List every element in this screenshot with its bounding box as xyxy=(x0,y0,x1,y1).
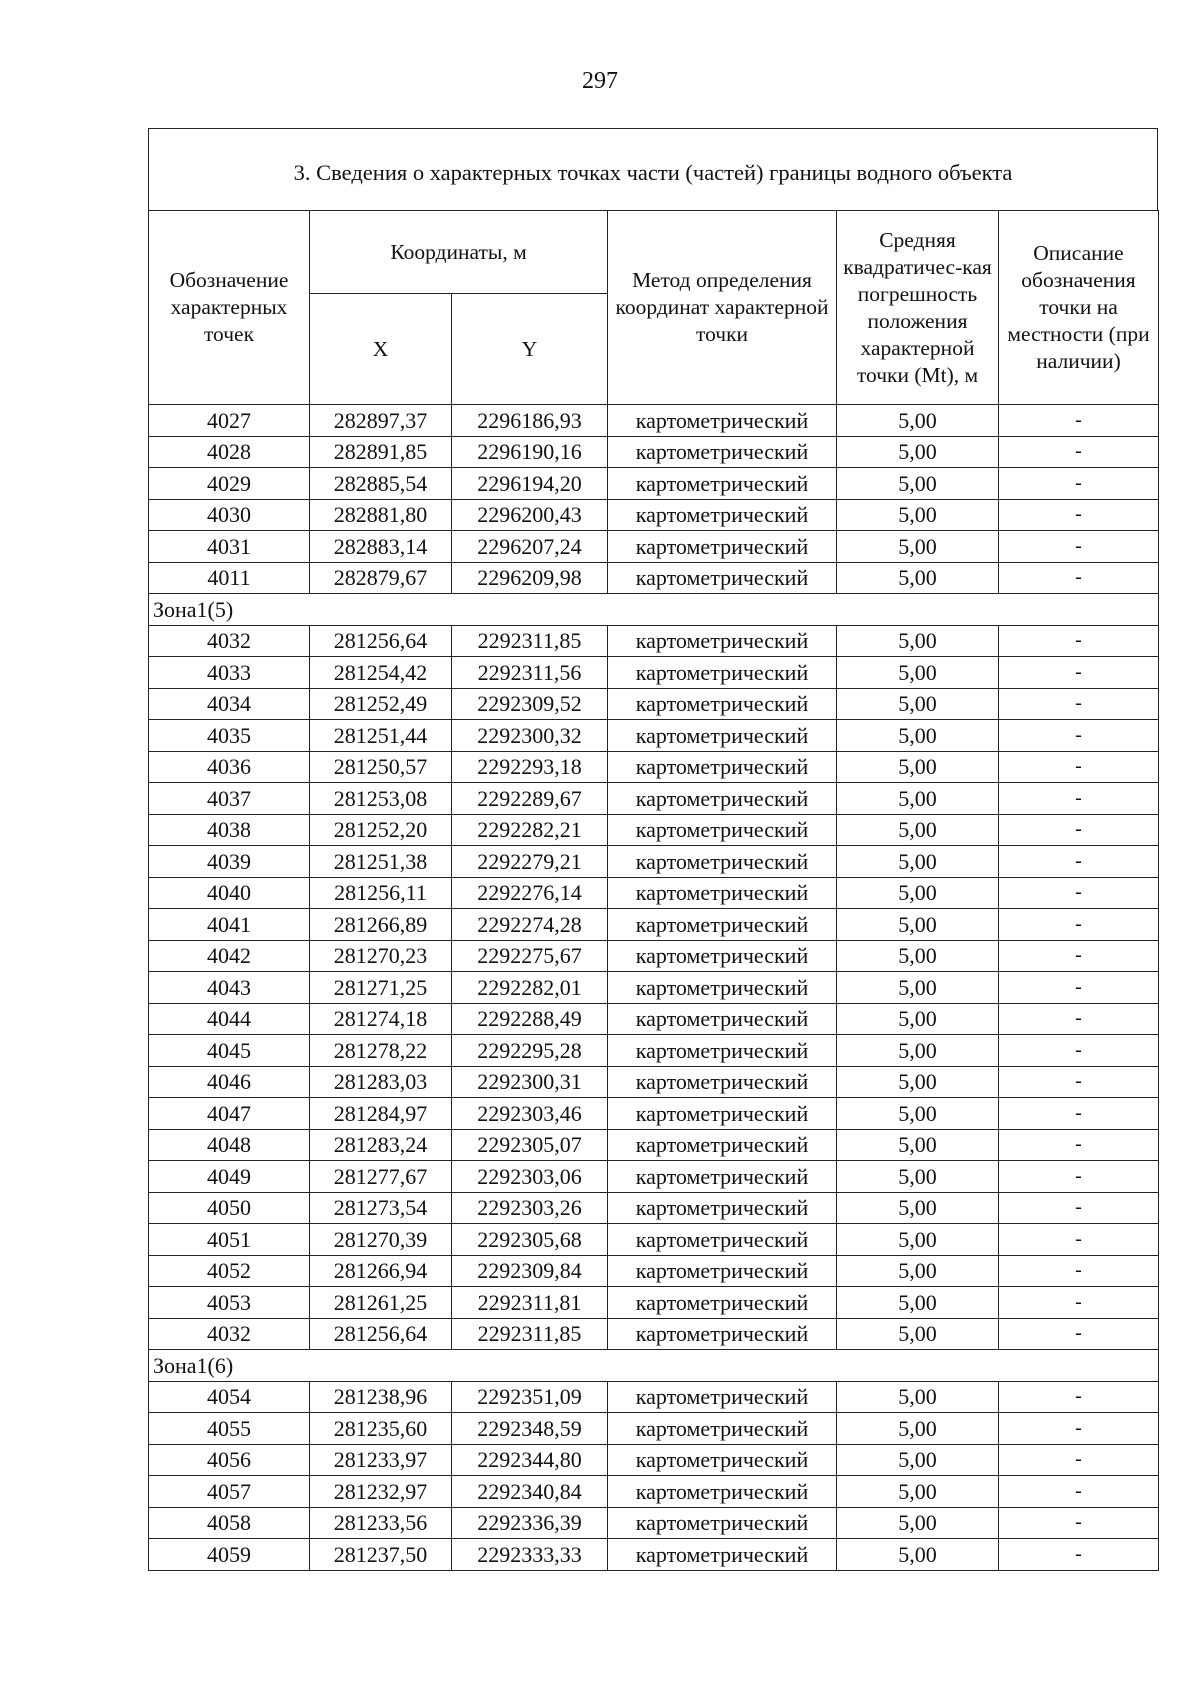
y-coordinate-cell: 2296186,93 xyxy=(452,405,608,437)
error-cell: 5,00 xyxy=(837,625,999,657)
table-row xyxy=(149,1413,1159,1445)
point-id-cell: 4050 xyxy=(149,1192,310,1224)
error-cell: 5,00 xyxy=(837,1224,999,1256)
y-coordinate-cell: 2292340,84 xyxy=(452,1476,608,1508)
method-cell: картометрический xyxy=(608,1413,837,1445)
method-cell: картометрический xyxy=(608,1476,837,1508)
x-coordinate-cell: 282883,14 xyxy=(310,531,452,563)
error-cell: 5,00 xyxy=(837,751,999,783)
table-row xyxy=(149,909,1159,941)
description-cell: - xyxy=(999,531,1159,563)
method-cell: картометрический xyxy=(608,1192,837,1224)
method-cell: картометрический xyxy=(608,814,837,846)
x-coordinate-cell: 281251,44 xyxy=(310,720,452,752)
point-id-cell: 4032 xyxy=(149,1318,310,1350)
description-cell: - xyxy=(999,846,1159,878)
y-coordinate-cell: 2292276,14 xyxy=(452,877,608,909)
method-cell: картометрический xyxy=(608,1539,837,1571)
header-x: X xyxy=(310,294,452,405)
x-coordinate-cell: 281237,50 xyxy=(310,1539,452,1571)
method-cell: картометрический xyxy=(608,468,837,500)
error-cell: 5,00 xyxy=(837,688,999,720)
method-cell: картометрический xyxy=(608,1224,837,1256)
point-id-cell: 4033 xyxy=(149,657,310,689)
description-cell: - xyxy=(999,1539,1159,1571)
error-cell: 5,00 xyxy=(837,1476,999,1508)
y-coordinate-cell: 2292300,32 xyxy=(452,720,608,752)
point-id-cell: 4030 xyxy=(149,499,310,531)
point-id-cell: 4039 xyxy=(149,846,310,878)
page-number: 297 xyxy=(582,68,618,94)
method-cell: картометрический xyxy=(608,940,837,972)
x-coordinate-cell: 281252,20 xyxy=(310,814,452,846)
description-cell: - xyxy=(999,1318,1159,1350)
point-id-cell: 4058 xyxy=(149,1507,310,1539)
table-row xyxy=(149,1098,1159,1130)
x-coordinate-cell: 281235,60 xyxy=(310,1413,452,1445)
description-cell: - xyxy=(999,1476,1159,1508)
table-row xyxy=(149,1066,1159,1098)
method-cell: картометрический xyxy=(608,1066,837,1098)
error-cell: 5,00 xyxy=(837,1287,999,1319)
method-cell: картометрический xyxy=(608,783,837,815)
table-row xyxy=(149,814,1159,846)
table-row xyxy=(149,720,1159,752)
description-cell: - xyxy=(999,1129,1159,1161)
point-id-cell: 4041 xyxy=(149,909,310,941)
point-id-cell: 4048 xyxy=(149,1129,310,1161)
y-coordinate-cell: 2296207,24 xyxy=(452,531,608,563)
table-row xyxy=(149,405,1159,437)
point-id-cell: 4046 xyxy=(149,1066,310,1098)
description-cell: - xyxy=(999,657,1159,689)
y-coordinate-cell: 2292282,21 xyxy=(452,814,608,846)
x-coordinate-cell: 281271,25 xyxy=(310,972,452,1004)
header-method: Метод определения координат характерной точки xyxy=(608,211,837,405)
error-cell: 5,00 xyxy=(837,972,999,1004)
y-coordinate-cell: 2292279,21 xyxy=(452,846,608,878)
header-y: Y xyxy=(452,294,608,405)
method-cell: картометрический xyxy=(608,720,837,752)
header-description: Описание обозначения точки на местности (при наличии) xyxy=(999,211,1159,405)
table-row xyxy=(149,562,1159,594)
x-coordinate-cell: 281284,97 xyxy=(310,1098,452,1130)
table-row xyxy=(149,436,1159,468)
y-coordinate-cell: 2296194,20 xyxy=(452,468,608,500)
error-cell: 5,00 xyxy=(837,1539,999,1571)
description-cell: - xyxy=(999,468,1159,500)
method-cell: картометрический xyxy=(608,909,837,941)
x-coordinate-cell: 282897,37 xyxy=(310,405,452,437)
table-row xyxy=(149,1129,1159,1161)
zone-label: Зона1(5) xyxy=(149,594,1159,626)
x-coordinate-cell: 281283,24 xyxy=(310,1129,452,1161)
point-id-cell: 4031 xyxy=(149,531,310,563)
method-cell: картометрический xyxy=(608,1129,837,1161)
point-id-cell: 4027 xyxy=(149,405,310,437)
table-row xyxy=(149,1035,1159,1067)
x-coordinate-cell: 281261,25 xyxy=(310,1287,452,1319)
x-coordinate-cell: 281256,64 xyxy=(310,625,452,657)
x-coordinate-cell: 281251,38 xyxy=(310,846,452,878)
description-cell: - xyxy=(999,1161,1159,1193)
method-cell: картометрический xyxy=(608,1444,837,1476)
table-row xyxy=(149,751,1159,783)
x-coordinate-cell: 281254,42 xyxy=(310,657,452,689)
x-coordinate-cell: 281266,89 xyxy=(310,909,452,941)
error-cell: 5,00 xyxy=(837,909,999,941)
document-sheet xyxy=(148,128,1158,1571)
error-cell: 5,00 xyxy=(837,436,999,468)
point-id-cell: 4028 xyxy=(149,436,310,468)
y-coordinate-cell: 2292311,85 xyxy=(452,625,608,657)
header-coordinates: Координаты, м xyxy=(310,211,608,294)
y-coordinate-cell: 2292282,01 xyxy=(452,972,608,1004)
point-id-cell: 4053 xyxy=(149,1287,310,1319)
y-coordinate-cell: 2292274,28 xyxy=(452,909,608,941)
error-cell: 5,00 xyxy=(837,783,999,815)
x-coordinate-cell: 281233,56 xyxy=(310,1507,452,1539)
y-coordinate-cell: 2292333,33 xyxy=(452,1539,608,1571)
y-coordinate-cell: 2292275,67 xyxy=(452,940,608,972)
x-coordinate-cell: 281256,11 xyxy=(310,877,452,909)
table-row xyxy=(149,783,1159,815)
table-row xyxy=(149,1003,1159,1035)
point-id-cell: 4055 xyxy=(149,1413,310,1445)
error-cell: 5,00 xyxy=(837,1413,999,1445)
x-coordinate-cell: 281238,96 xyxy=(310,1381,452,1413)
x-coordinate-cell: 281256,64 xyxy=(310,1318,452,1350)
error-cell: 5,00 xyxy=(837,1507,999,1539)
characteristic-points-table xyxy=(148,210,1159,1571)
description-cell: - xyxy=(999,1507,1159,1539)
x-coordinate-cell: 281278,22 xyxy=(310,1035,452,1067)
x-coordinate-cell: 281232,97 xyxy=(310,1476,452,1508)
error-cell: 5,00 xyxy=(837,1098,999,1130)
error-cell: 5,00 xyxy=(837,814,999,846)
point-id-cell: 4045 xyxy=(149,1035,310,1067)
description-cell: - xyxy=(999,783,1159,815)
y-coordinate-cell: 2292311,56 xyxy=(452,657,608,689)
method-cell: картометрический xyxy=(608,625,837,657)
error-cell: 5,00 xyxy=(837,1066,999,1098)
point-id-cell: 4011 xyxy=(149,562,310,594)
table-row xyxy=(149,1381,1159,1413)
header-designation: Обозначение характерных точек xyxy=(149,211,310,405)
y-coordinate-cell: 2292309,52 xyxy=(452,688,608,720)
point-id-cell: 4038 xyxy=(149,814,310,846)
table-row xyxy=(149,1161,1159,1193)
table-row xyxy=(149,1287,1159,1319)
y-coordinate-cell: 2292293,18 xyxy=(452,751,608,783)
error-cell: 5,00 xyxy=(837,405,999,437)
zone-row xyxy=(149,1350,1159,1382)
error-cell: 5,00 xyxy=(837,562,999,594)
description-cell: - xyxy=(999,972,1159,1004)
table-row xyxy=(149,688,1159,720)
x-coordinate-cell: 281270,39 xyxy=(310,1224,452,1256)
method-cell: картометрический xyxy=(608,751,837,783)
description-cell: - xyxy=(999,1098,1159,1130)
table-row xyxy=(149,1507,1159,1539)
table-row xyxy=(149,1539,1159,1571)
method-cell: картометрический xyxy=(608,688,837,720)
header-error: Средняя квадратичес-кая погрешность положения характерной точки (Mt), м xyxy=(837,211,999,405)
method-cell: картометрический xyxy=(608,1098,837,1130)
method-cell: картометрический xyxy=(608,1318,837,1350)
point-id-cell: 4044 xyxy=(149,1003,310,1035)
method-cell: картометрический xyxy=(608,499,837,531)
description-cell: - xyxy=(999,1255,1159,1287)
table-body xyxy=(149,405,1159,1571)
method-cell: картометрический xyxy=(608,972,837,1004)
table-row xyxy=(149,877,1159,909)
x-coordinate-cell: 282891,85 xyxy=(310,436,452,468)
zone-label: Зона1(6) xyxy=(149,1350,1159,1382)
description-cell: - xyxy=(999,405,1159,437)
error-cell: 5,00 xyxy=(837,1192,999,1224)
description-cell: - xyxy=(999,877,1159,909)
method-cell: картометрический xyxy=(608,1003,837,1035)
description-cell: - xyxy=(999,562,1159,594)
y-coordinate-cell: 2296190,16 xyxy=(452,436,608,468)
point-id-cell: 4056 xyxy=(149,1444,310,1476)
table-row xyxy=(149,940,1159,972)
y-coordinate-cell: 2292305,68 xyxy=(452,1224,608,1256)
description-cell: - xyxy=(999,1287,1159,1319)
x-coordinate-cell: 281253,08 xyxy=(310,783,452,815)
zone-row xyxy=(149,594,1159,626)
y-coordinate-cell: 2292311,85 xyxy=(452,1318,608,1350)
description-cell: - xyxy=(999,751,1159,783)
method-cell: картометрический xyxy=(608,436,837,468)
method-cell: картометрический xyxy=(608,846,837,878)
point-id-cell: 4047 xyxy=(149,1098,310,1130)
description-cell: - xyxy=(999,1066,1159,1098)
point-id-cell: 4032 xyxy=(149,625,310,657)
point-id-cell: 4043 xyxy=(149,972,310,1004)
x-coordinate-cell: 281252,49 xyxy=(310,688,452,720)
point-id-cell: 4057 xyxy=(149,1476,310,1508)
y-coordinate-cell: 2292289,67 xyxy=(452,783,608,815)
description-cell: - xyxy=(999,1381,1159,1413)
description-cell: - xyxy=(999,940,1159,972)
method-cell: картометрический xyxy=(608,531,837,563)
y-coordinate-cell: 2296200,43 xyxy=(452,499,608,531)
description-cell: - xyxy=(999,1003,1159,1035)
table-row xyxy=(149,846,1159,878)
error-cell: 5,00 xyxy=(837,1381,999,1413)
y-coordinate-cell: 2292305,07 xyxy=(452,1129,608,1161)
x-coordinate-cell: 281270,23 xyxy=(310,940,452,972)
table-row xyxy=(149,1192,1159,1224)
y-coordinate-cell: 2292303,06 xyxy=(452,1161,608,1193)
description-cell: - xyxy=(999,720,1159,752)
table-row xyxy=(149,972,1159,1004)
error-cell: 5,00 xyxy=(837,1161,999,1193)
point-id-cell: 4034 xyxy=(149,688,310,720)
x-coordinate-cell: 281277,67 xyxy=(310,1161,452,1193)
error-cell: 5,00 xyxy=(837,1035,999,1067)
y-coordinate-cell: 2292351,09 xyxy=(452,1381,608,1413)
error-cell: 5,00 xyxy=(837,1003,999,1035)
point-id-cell: 4054 xyxy=(149,1381,310,1413)
table-row xyxy=(149,1224,1159,1256)
description-cell: - xyxy=(999,1224,1159,1256)
x-coordinate-cell: 282885,54 xyxy=(310,468,452,500)
table-row xyxy=(149,531,1159,563)
error-cell: 5,00 xyxy=(837,1444,999,1476)
table-row xyxy=(149,499,1159,531)
point-id-cell: 4040 xyxy=(149,877,310,909)
point-id-cell: 4059 xyxy=(149,1539,310,1571)
y-coordinate-cell: 2292288,49 xyxy=(452,1003,608,1035)
y-coordinate-cell: 2296209,98 xyxy=(452,562,608,594)
error-cell: 5,00 xyxy=(837,468,999,500)
error-cell: 5,00 xyxy=(837,531,999,563)
description-cell: - xyxy=(999,436,1159,468)
error-cell: 5,00 xyxy=(837,657,999,689)
method-cell: картометрический xyxy=(608,1381,837,1413)
method-cell: картометрический xyxy=(608,562,837,594)
table-row xyxy=(149,1444,1159,1476)
y-coordinate-cell: 2292303,26 xyxy=(452,1192,608,1224)
table-header xyxy=(149,211,1159,405)
point-id-cell: 4051 xyxy=(149,1224,310,1256)
method-cell: картометрический xyxy=(608,1507,837,1539)
point-id-cell: 4037 xyxy=(149,783,310,815)
error-cell: 5,00 xyxy=(837,940,999,972)
table-row xyxy=(149,1476,1159,1508)
point-id-cell: 4049 xyxy=(149,1161,310,1193)
y-coordinate-cell: 2292303,46 xyxy=(452,1098,608,1130)
x-coordinate-cell: 281283,03 xyxy=(310,1066,452,1098)
y-coordinate-cell: 2292311,81 xyxy=(452,1287,608,1319)
table-row xyxy=(149,625,1159,657)
x-coordinate-cell: 281274,18 xyxy=(310,1003,452,1035)
description-cell: - xyxy=(999,688,1159,720)
error-cell: 5,00 xyxy=(837,877,999,909)
error-cell: 5,00 xyxy=(837,1255,999,1287)
error-cell: 5,00 xyxy=(837,720,999,752)
y-coordinate-cell: 2292344,80 xyxy=(452,1444,608,1476)
method-cell: картометрический xyxy=(608,877,837,909)
point-id-cell: 4029 xyxy=(149,468,310,500)
y-coordinate-cell: 2292309,84 xyxy=(452,1255,608,1287)
error-cell: 5,00 xyxy=(837,846,999,878)
x-coordinate-cell: 282879,67 xyxy=(310,562,452,594)
point-id-cell: 4042 xyxy=(149,940,310,972)
table-row xyxy=(149,1255,1159,1287)
method-cell: картометрический xyxy=(608,405,837,437)
x-coordinate-cell: 282881,80 xyxy=(310,499,452,531)
point-id-cell: 4035 xyxy=(149,720,310,752)
table-title: 3. Сведения о характерных точках части (частей) границы водного объекта xyxy=(148,128,1158,210)
error-cell: 5,00 xyxy=(837,1318,999,1350)
description-cell: - xyxy=(999,909,1159,941)
x-coordinate-cell: 281233,97 xyxy=(310,1444,452,1476)
description-cell: - xyxy=(999,625,1159,657)
x-coordinate-cell: 281250,57 xyxy=(310,751,452,783)
description-cell: - xyxy=(999,499,1159,531)
error-cell: 5,00 xyxy=(837,499,999,531)
x-coordinate-cell: 281273,54 xyxy=(310,1192,452,1224)
description-cell: - xyxy=(999,1192,1159,1224)
error-cell: 5,00 xyxy=(837,1129,999,1161)
y-coordinate-cell: 2292300,31 xyxy=(452,1066,608,1098)
y-coordinate-cell: 2292336,39 xyxy=(452,1507,608,1539)
point-id-cell: 4036 xyxy=(149,751,310,783)
method-cell: картометрический xyxy=(608,657,837,689)
table-row xyxy=(149,657,1159,689)
method-cell: картометрический xyxy=(608,1287,837,1319)
description-cell: - xyxy=(999,1444,1159,1476)
description-cell: - xyxy=(999,1413,1159,1445)
description-cell: - xyxy=(999,814,1159,846)
description-cell: - xyxy=(999,1035,1159,1067)
point-id-cell: 4052 xyxy=(149,1255,310,1287)
y-coordinate-cell: 2292295,28 xyxy=(452,1035,608,1067)
method-cell: картометрический xyxy=(608,1161,837,1193)
x-coordinate-cell: 281266,94 xyxy=(310,1255,452,1287)
method-cell: картометрический xyxy=(608,1035,837,1067)
method-cell: картометрический xyxy=(608,1255,837,1287)
table-row xyxy=(149,1318,1159,1350)
table-row xyxy=(149,468,1159,500)
y-coordinate-cell: 2292348,59 xyxy=(452,1413,608,1445)
